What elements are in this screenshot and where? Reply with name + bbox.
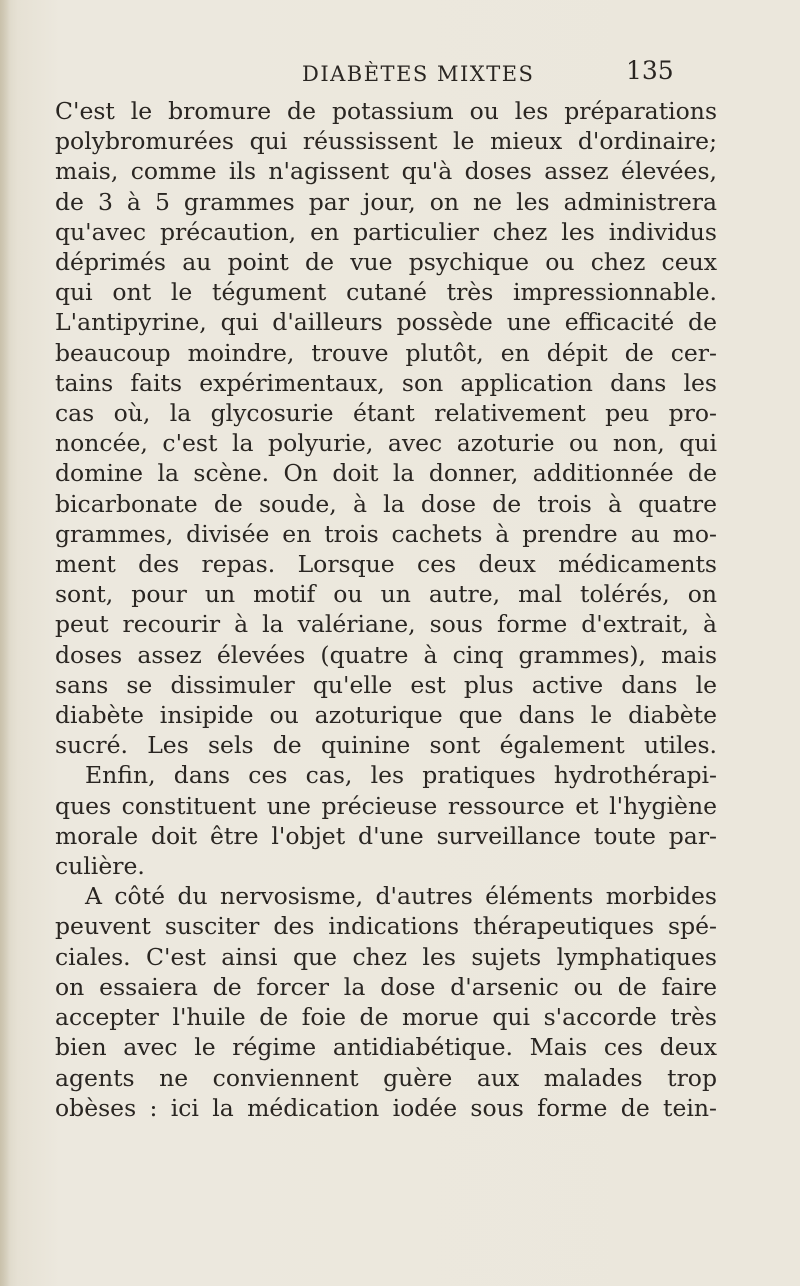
text-line: ment des repas. Lorsque ces deux médicaments (55, 550, 717, 579)
text-line: peuvent susciter des indications thérapeutiques spé- (55, 912, 717, 941)
text-line: bien avec le régime antidiabétique. Mais ces deux (55, 1033, 717, 1062)
text-line: déprimés au point de vue psychique ou chez ceux (55, 248, 717, 277)
text-line: sont, pour un motif ou un autre, mal tolérés, on (55, 580, 717, 609)
text-line: de 3 à 5 grammes par jour, on ne les administrera (55, 187, 717, 216)
text-line: tains faits expérimentaux, son application dans les (55, 368, 717, 397)
text-line: ciales. C'est ainsi que chez les sujets lymphatiques (55, 942, 717, 971)
text-line: polybromurées qui réussissent le mieux d'ordinaire; (55, 127, 717, 156)
text-line: L'antipyrine, qui d'ailleurs possède une efficacité de (55, 308, 717, 337)
page-number: 135 (626, 56, 674, 85)
text-line: accepter l'huile de foie de morue qui s'accorde très (55, 1003, 717, 1032)
text-line: beaucoup moindre, trouve plutôt, en dépit de cer- (55, 338, 717, 367)
running-head (0, 56, 800, 92)
page-gutter-shadow (0, 0, 10, 1286)
text-line: mais, comme ils n'agissent qu'à doses assez élevées, (55, 157, 717, 186)
text-line: cas où, la glycosurie étant relativement peu pro- (55, 399, 717, 428)
text-line: domine la scène. On doit la donner, additionnée de (55, 459, 717, 488)
text-line: agents ne conviennent guère aux malades trop (55, 1063, 717, 1092)
text-line: C'est le bromure de potassium ou les préparations (55, 97, 717, 125)
text-line: A côté du nervosisme, d'autres éléments morbides (85, 882, 717, 911)
text-line: on essaiera de forcer la dose d'arsenic ou de faire (55, 972, 717, 1001)
text-line: bicarbonate de soude, à la dose de trois à quatre (55, 489, 717, 518)
text-line: morale doit être l'objet d'une surveillance toute par- (55, 821, 717, 850)
text-line: qui ont le tégument cutané très impressionnable. (55, 278, 717, 307)
text-line: Enfin, dans ces cas, les pratiques hydrothérapi- (85, 761, 717, 790)
text-line: culière. (55, 852, 145, 881)
text-line: grammes, divisée en trois cachets à prendre au mo- (55, 519, 717, 548)
body-text (55, 96, 717, 1123)
text-line: doses assez élevées (quatre à cinq grammes), mais (55, 640, 717, 669)
text-line: diabète insipide ou azoturique que dans le diabète (55, 701, 717, 730)
running-title: DIABÈTES MIXTES (302, 62, 535, 86)
text-line: ques constituent une précieuse ressource et l'hygiène (55, 791, 717, 820)
text-line: sucré. Les sels de quinine sont également utiles. (55, 731, 717, 760)
text-line: sans se dissimuler qu'elle est plus active dans le (55, 670, 717, 699)
text-line: qu'avec précaution, en particulier chez les individus (55, 217, 717, 246)
text-line: obèses : ici la médication iodée sous forme de tein- (55, 1093, 717, 1122)
text-line: peut recourir à la valériane, sous forme d'extrait, à (55, 610, 717, 639)
text-line: noncée, c'est la polyurie, avec azoturie ou non, qui (55, 429, 717, 458)
